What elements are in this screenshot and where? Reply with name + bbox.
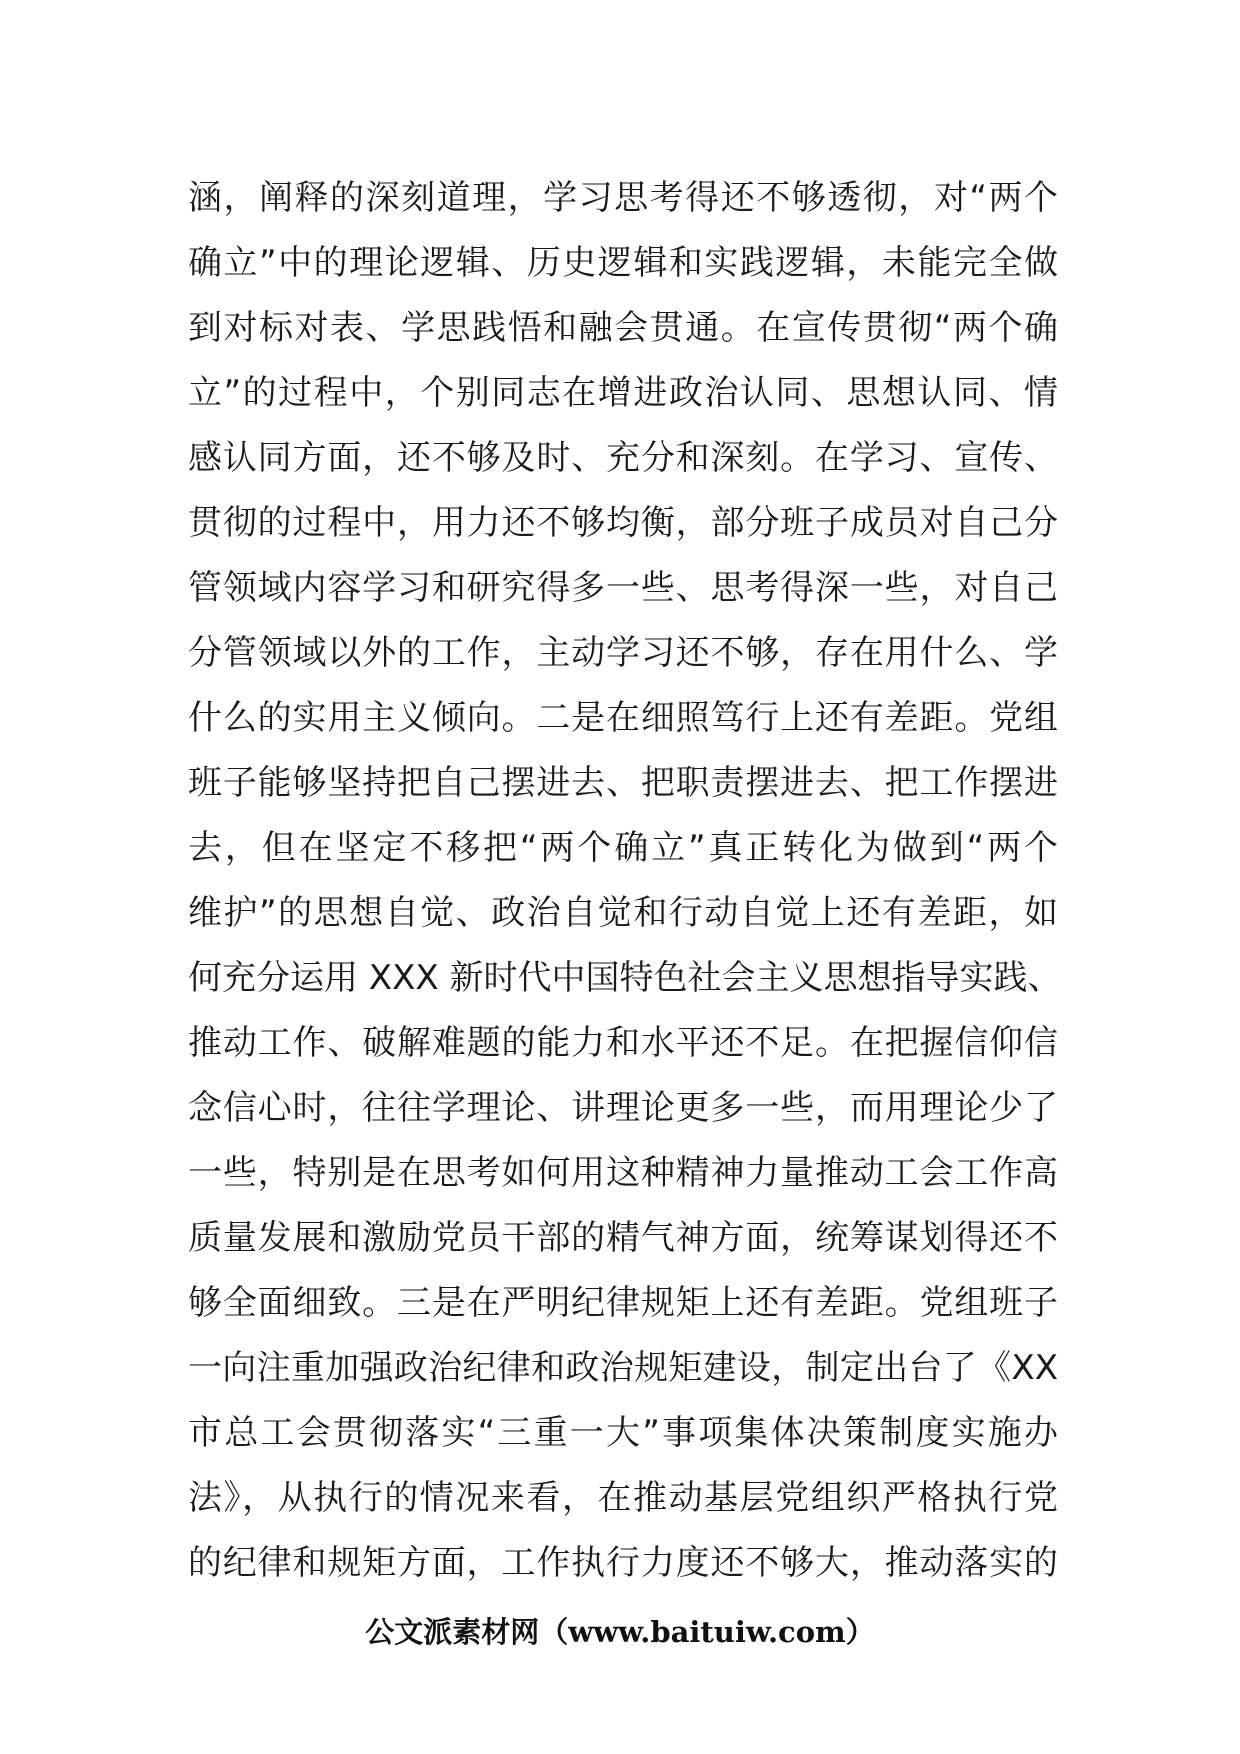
text-line: 分管领域以外的工作，主动学习还不够，存在用什么、学 — [188, 633, 1058, 673]
text-line: 确立”中的理论逻辑、历史逻辑和实践逻辑，未能完全做 — [188, 243, 1058, 283]
text-line: 的纪律和规矩方面，工作执行力度还不够大，推动落实的 — [188, 1543, 1058, 1583]
text-line: 感认同方面，还不够及时、充分和深刻。在学习、宣传、 — [188, 438, 1058, 478]
text-line: 立”的过程中，个别同志在增进政治认同、思想认同、情 — [188, 373, 1058, 413]
text-line: 何充分运用 XXX 新时代中国特色社会主义思想指导实践、 — [188, 958, 1062, 998]
text-line: 念信心时，往往学理论、讲理论更多一些，而用理论少了 — [188, 1088, 1058, 1128]
text-line: 维护”的思想自觉、政治自觉和行动自觉上还有差距，如 — [188, 893, 1058, 933]
text-line: 到对标对表、学思践悟和融会贯通。在宣传贯彻“两个确 — [188, 308, 1058, 348]
text-line: 班子能够坚持把自己摆进去、把职责摆进去、把工作摆进 — [188, 763, 1058, 803]
text-line: 质量发展和激励党员干部的精气神方面，统筹谋划得还不 — [188, 1218, 1058, 1258]
text-line: 去，但在坚定不移把“两个确立”真正转化为做到“两个 — [188, 828, 1058, 868]
text-line: 管领域内容学习和研究得多一些、思考得深一些，对自己 — [188, 568, 1058, 608]
text-line: 涵，阐释的深刻道理，学习思考得还不够透彻，对“两个 — [188, 178, 1058, 218]
text-line: 够全面细致。三是在严明纪律规矩上还有差距。党组班子 — [188, 1283, 1058, 1323]
text-line: 市总工会贯彻落实“三重一大”事项集体决策制度实施办 — [188, 1413, 1058, 1453]
text-line: 法》，从执行的情况来看，在推动基层党组织严格执行党 — [188, 1478, 1058, 1518]
body-paragraph — [188, 166, 1062, 1596]
text-line: 什么的实用主义倾向。二是在细照笃行上还有差距。党组 — [188, 698, 1058, 738]
text-line: 推动工作、破解难题的能力和水平还不足。在把握信仰信 — [188, 1023, 1058, 1063]
text-line: 一些，特别是在思考如何用这种精神力量推动工会工作高 — [188, 1153, 1058, 1193]
text-line: 一向注重加强政治纪律和政治规矩建设，制定出台了《XX — [188, 1348, 1058, 1388]
text-line: 贯彻的过程中，用力还不够均衡，部分班子成员对自己分 — [188, 503, 1058, 543]
footer-watermark-text: 公文派素材网（www.baituiw.com） — [365, 1615, 875, 1649]
